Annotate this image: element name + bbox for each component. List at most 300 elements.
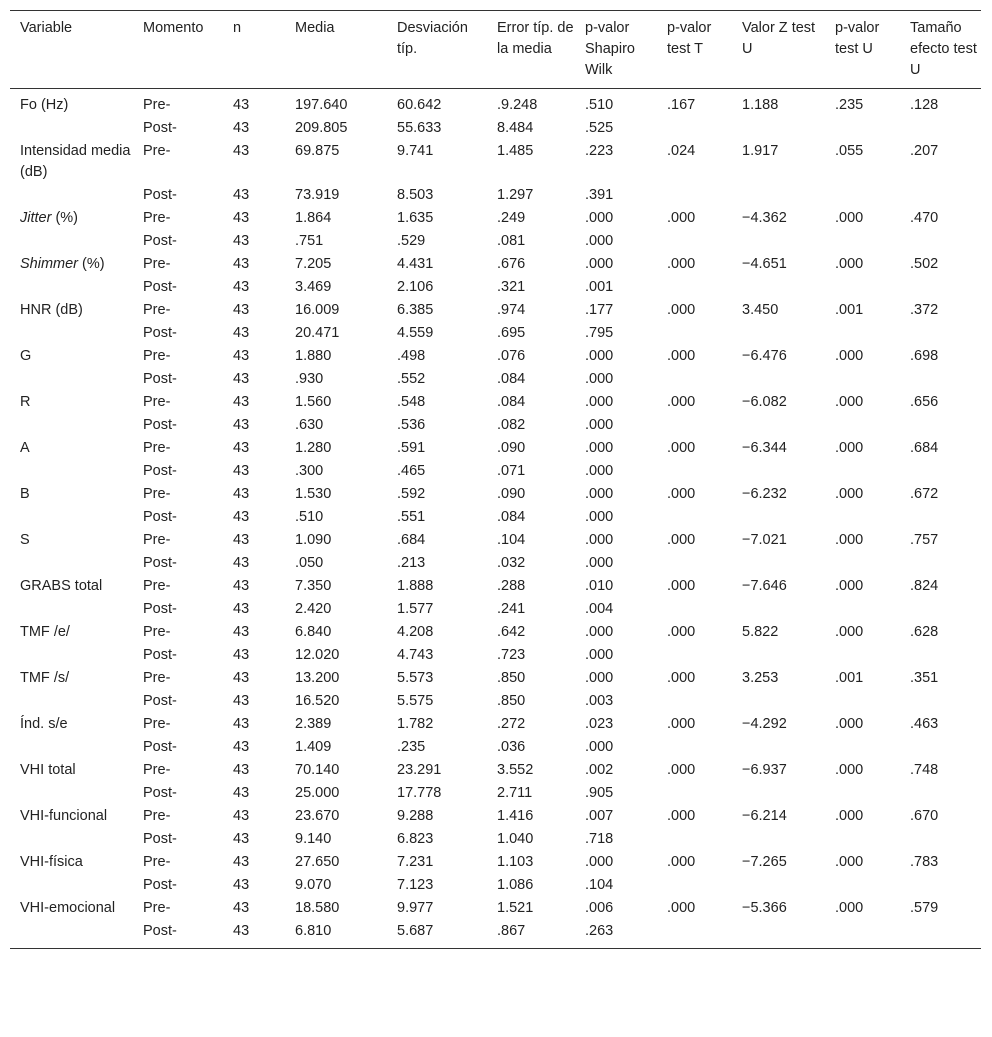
cell-shapiro: .003 [585,693,614,709]
cell-sd: 9.741 [397,143,434,159]
cell-z [732,460,825,483]
cell-pu: .000 [835,348,864,364]
cell-n: 43 [233,601,250,617]
cell-shapiro: .000 [585,463,614,479]
cell-z [732,276,825,299]
cell-se: .249 [497,210,526,226]
cell-pt: .000 [667,854,696,870]
header-media: Media [295,20,335,36]
cell-pt: .000 [667,256,696,272]
cell-sd: .536 [397,417,426,433]
cell-sd: 23.291 [397,762,442,778]
cell-z: 1.917 [742,143,779,159]
cell-pu [825,920,900,949]
cell-efecto: .656 [910,394,939,410]
cell-momento: Post- [143,647,177,663]
cell-momento: Post- [143,279,177,295]
table-row [10,897,981,920]
cell-se: .321 [497,279,526,295]
cell-shapiro: .000 [585,739,614,755]
cell-media: 9.070 [295,877,332,893]
cell-shapiro: .010 [585,578,614,594]
cell-momento: Post- [143,831,177,847]
cell-pu: .000 [835,486,864,502]
cell-n: 43 [233,785,250,801]
cell-n: 43 [233,371,250,387]
cell-pt: .000 [667,440,696,456]
cell-sd: .684 [397,532,426,548]
cell-pu [825,736,900,759]
cell-media: 209.805 [295,120,348,136]
cell-variable [10,851,133,874]
cell-sd: 60.642 [397,97,442,113]
cell-se: 1.521 [497,900,534,916]
cell-z [732,184,825,207]
cell-variable [10,529,133,552]
cell-n: 43 [233,463,250,479]
cell-media: 70.140 [295,762,340,778]
cell-se: .084 [497,394,526,410]
cell-efecto [900,460,981,483]
cell-efecto: .628 [910,624,939,640]
variable-label: (%) [78,256,105,272]
cell-se: .084 [497,371,526,387]
cell-pu: .235 [835,97,864,113]
cell-se: .076 [497,348,526,364]
cell-shapiro: .000 [585,417,614,433]
cell-se: .642 [497,624,526,640]
cell-shapiro: .795 [585,325,614,341]
variable-label: (%) [51,210,79,226]
cell-pu: .000 [835,762,864,778]
cell-se: .850 [497,670,526,686]
cell-sd: 17.778 [397,785,442,801]
results-table [10,10,981,949]
cell-efecto: .757 [910,532,939,548]
cell-variable [10,391,133,414]
header-p-shapiro: p-valor Shapiro Wilk [585,20,635,78]
header-n: n [233,20,242,36]
table-row [10,759,981,782]
cell-media: .630 [295,417,324,433]
cell-variable [10,805,133,828]
cell-pu [825,184,900,207]
cell-pt [657,598,732,621]
cell-n: 43 [233,555,250,571]
cell-z: −7.265 [742,854,787,870]
cell-efecto [900,736,981,759]
cell-momento: Post- [143,785,177,801]
cell-sd: 1.782 [397,716,434,732]
cell-shapiro: .391 [585,187,614,203]
cell-variable [10,552,133,575]
cell-n: 43 [233,256,250,272]
cell-pu: .000 [835,808,864,824]
cell-pt: .000 [667,302,696,318]
cell-se: .288 [497,578,526,594]
cell-shapiro: .718 [585,831,614,847]
table-row [10,391,981,414]
cell-shapiro: .000 [585,233,614,249]
cell-media: 25.000 [295,785,340,801]
cell-n: 43 [233,762,250,778]
cell-se: .9.248 [497,97,538,113]
cell-momento: Post- [143,693,177,709]
table-body [10,89,981,949]
cell-pu: .000 [835,532,864,548]
cell-shapiro: .104 [585,877,614,893]
cell-variable [10,874,133,897]
cell-z [732,506,825,529]
cell-se: .850 [497,693,526,709]
cell-pt: .000 [667,210,696,226]
cell-momento: Post- [143,120,177,136]
cell-shapiro: .000 [585,348,614,364]
cell-sd: 1.577 [397,601,434,617]
cell-z [732,552,825,575]
cell-pu: .000 [835,440,864,456]
cell-n: 43 [233,532,250,548]
cell-shapiro: .000 [585,256,614,272]
variable-label: B [20,486,30,502]
cell-variable [10,299,133,322]
cell-variable [10,690,133,713]
cell-momento: Pre- [143,210,171,226]
cell-shapiro: .004 [585,601,614,617]
cell-sd: .591 [397,440,426,456]
table-row [10,89,981,118]
cell-sd: 9.977 [397,900,434,916]
cell-se: 3.552 [497,762,534,778]
table-header [10,11,981,89]
cell-sd: 1.888 [397,578,434,594]
cell-pt: .000 [667,486,696,502]
cell-variable [10,207,133,230]
cell-se: .272 [497,716,526,732]
table-row [10,736,981,759]
cell-pt [657,920,732,949]
cell-efecto [900,184,981,207]
cell-pt: .000 [667,624,696,640]
cell-pt [657,322,732,345]
cell-media: 73.919 [295,187,340,203]
variable-label: VHI total [20,762,76,778]
cell-efecto [900,322,981,345]
cell-media: 2.420 [295,601,332,617]
cell-pt [657,460,732,483]
cell-z [732,736,825,759]
cell-pt [657,276,732,299]
cell-efecto: .579 [910,900,939,916]
cell-pu: .055 [835,143,864,159]
cell-sd: 8.503 [397,187,434,203]
cell-pt: .000 [667,578,696,594]
cell-media: 18.580 [295,900,340,916]
cell-se: .104 [497,532,526,548]
header-momento: Momento [143,20,204,36]
cell-media: 6.840 [295,624,332,640]
cell-efecto [900,874,981,897]
cell-media: 23.670 [295,808,340,824]
cell-z: −4.651 [742,256,787,272]
cell-variable [10,736,133,759]
variable-label: A [20,440,30,456]
cell-pu [825,598,900,621]
cell-n: 43 [233,440,250,456]
cell-variable [10,667,133,690]
variable-italic-term: Shimmer [20,256,79,272]
cell-se: 1.103 [497,854,534,870]
cell-pu [825,874,900,897]
cell-efecto: .372 [910,302,939,318]
table-row [10,713,981,736]
cell-pt [657,874,732,897]
cell-variable [10,920,133,949]
cell-shapiro: .000 [585,532,614,548]
cell-variable [10,483,133,506]
cell-z: −7.021 [742,532,787,548]
table-row [10,874,981,897]
cell-z [732,230,825,253]
cell-sd: 5.575 [397,693,434,709]
header-p-test-u: p-valor test U [835,20,880,57]
cell-pt: .000 [667,348,696,364]
cell-momento: Post- [143,417,177,433]
cell-sd: .498 [397,348,426,364]
cell-media: 1.880 [295,348,332,364]
cell-media: 20.471 [295,325,340,341]
table-row [10,414,981,437]
cell-media: .050 [295,555,324,571]
table-row [10,276,981,299]
cell-n: 43 [233,808,250,824]
cell-shapiro: .007 [585,808,614,824]
cell-sd: 5.573 [397,670,434,686]
cell-momento: Post- [143,555,177,571]
cell-variable [10,759,133,782]
cell-n: 43 [233,831,250,847]
cell-z [732,117,825,140]
cell-z: −4.292 [742,716,787,732]
cell-z: 3.253 [742,670,779,686]
cell-pu [825,414,900,437]
header-row [10,11,981,89]
cell-shapiro: .000 [585,670,614,686]
cell-shapiro: .006 [585,900,614,916]
cell-variable [10,621,133,644]
cell-efecto [900,782,981,805]
cell-pt [657,552,732,575]
cell-efecto: .502 [910,256,939,272]
cell-efecto [900,414,981,437]
cell-momento: Pre- [143,716,171,732]
cell-pt: .000 [667,716,696,732]
cell-variable [10,230,133,253]
table-row [10,805,981,828]
cell-n: 43 [233,394,250,410]
cell-pt: .000 [667,762,696,778]
cell-pu [825,276,900,299]
header-error-tip: Error típ. de la media [497,20,574,57]
table-row [10,253,981,276]
cell-z: 5.822 [742,624,779,640]
table-row [10,140,981,184]
cell-se: 1.086 [497,877,534,893]
variable-label: HNR (dB) [20,302,83,318]
cell-pt: .000 [667,900,696,916]
cell-pu: .000 [835,210,864,226]
cell-media: 7.350 [295,578,332,594]
cell-sd: .213 [397,555,426,571]
cell-sd: .552 [397,371,426,387]
cell-media: 1.090 [295,532,332,548]
cell-momento: Pre- [143,440,171,456]
cell-z: −5.366 [742,900,787,916]
cell-media: .751 [295,233,324,249]
cell-variable [10,89,133,118]
cell-se: .081 [497,233,526,249]
cell-n: 43 [233,187,250,203]
cell-efecto [900,230,981,253]
cell-sd: 9.288 [397,808,434,824]
cell-efecto [900,644,981,667]
cell-n: 43 [233,509,250,525]
variable-label: TMF /s/ [20,670,70,686]
cell-pt: .024 [667,143,696,159]
cell-pt [657,414,732,437]
cell-variable [10,253,133,276]
table-row [10,667,981,690]
variable-label: Índ. s/e [20,716,68,732]
table-row [10,575,981,598]
cell-pu: .000 [835,394,864,410]
cell-efecto: .207 [910,143,939,159]
cell-momento: Pre- [143,143,171,159]
cell-n: 43 [233,233,250,249]
cell-pu [825,506,900,529]
cell-se: .090 [497,440,526,456]
cell-variable [10,828,133,851]
cell-n: 43 [233,97,250,113]
cell-z: −7.646 [742,578,787,594]
cell-se: 1.416 [497,808,534,824]
cell-sd: 7.123 [397,877,434,893]
cell-media: .930 [295,371,324,387]
cell-se: .084 [497,509,526,525]
table-row [10,299,981,322]
cell-media: 1.530 [295,486,332,502]
cell-pt [657,506,732,529]
cell-z [732,920,825,949]
header-z-test-u: Valor Z test U [742,20,816,57]
cell-n: 43 [233,670,250,686]
cell-momento: Post- [143,601,177,617]
cell-pu [825,368,900,391]
table-row [10,782,981,805]
cell-shapiro: .001 [585,279,614,295]
cell-se: 2.711 [497,785,533,801]
table-row [10,851,981,874]
cell-efecto [900,506,981,529]
cell-efecto: .128 [910,97,939,113]
cell-media: 2.389 [295,716,332,732]
cell-momento: Pre- [143,256,171,272]
cell-efecto: .824 [910,578,939,594]
cell-pu [825,117,900,140]
cell-momento: Pre- [143,624,171,640]
cell-pu [825,230,900,253]
cell-z: 1.188 [742,97,779,113]
table-row [10,230,981,253]
cell-sd: 4.208 [397,624,434,640]
cell-se: 1.040 [497,831,534,847]
cell-shapiro: .525 [585,120,614,136]
table-row [10,184,981,207]
cell-n: 43 [233,624,250,640]
cell-efecto [900,828,981,851]
variable-label: G [20,348,32,364]
cell-sd: .548 [397,394,426,410]
cell-media: 6.810 [295,923,332,939]
cell-n: 43 [233,279,250,295]
variable-label: TMF /e/ [20,624,70,640]
cell-se: .867 [497,923,526,939]
cell-sd: 5.687 [397,923,434,939]
cell-shapiro: .510 [585,97,614,113]
cell-efecto: .463 [910,716,939,732]
cell-n: 43 [233,647,250,663]
table-row [10,437,981,460]
cell-z [732,782,825,805]
table-row [10,552,981,575]
cell-pu [825,460,900,483]
variable-label: R [20,394,31,410]
cell-variable [10,460,133,483]
cell-efecto [900,690,981,713]
cell-variable [10,322,133,345]
table-row [10,644,981,667]
cell-se: .071 [497,463,526,479]
cell-efecto: .748 [910,762,939,778]
cell-efecto [900,598,981,621]
cell-sd: .551 [397,509,426,525]
cell-shapiro: .905 [585,785,614,801]
cell-pu [825,690,900,713]
table-row [10,117,981,140]
variable-label: VHI-emocional [20,900,116,916]
cell-variable [10,644,133,667]
cell-n: 43 [233,900,250,916]
cell-momento: Post- [143,371,177,387]
cell-se: .032 [497,555,526,571]
cell-pu [825,552,900,575]
cell-z: −6.937 [742,762,787,778]
cell-media: 1.280 [295,440,332,456]
cell-pu [825,322,900,345]
cell-momento: Pre- [143,578,171,594]
cell-z [732,368,825,391]
cell-momento: Pre- [143,302,171,318]
cell-z [732,874,825,897]
cell-shapiro: .000 [585,210,614,226]
cell-variable [10,713,133,736]
cell-pt [657,117,732,140]
cell-momento: Post- [143,923,177,939]
cell-se: 8.484 [497,120,534,136]
cell-shapiro: .000 [585,440,614,456]
cell-n: 43 [233,348,250,364]
cell-pu [825,782,900,805]
